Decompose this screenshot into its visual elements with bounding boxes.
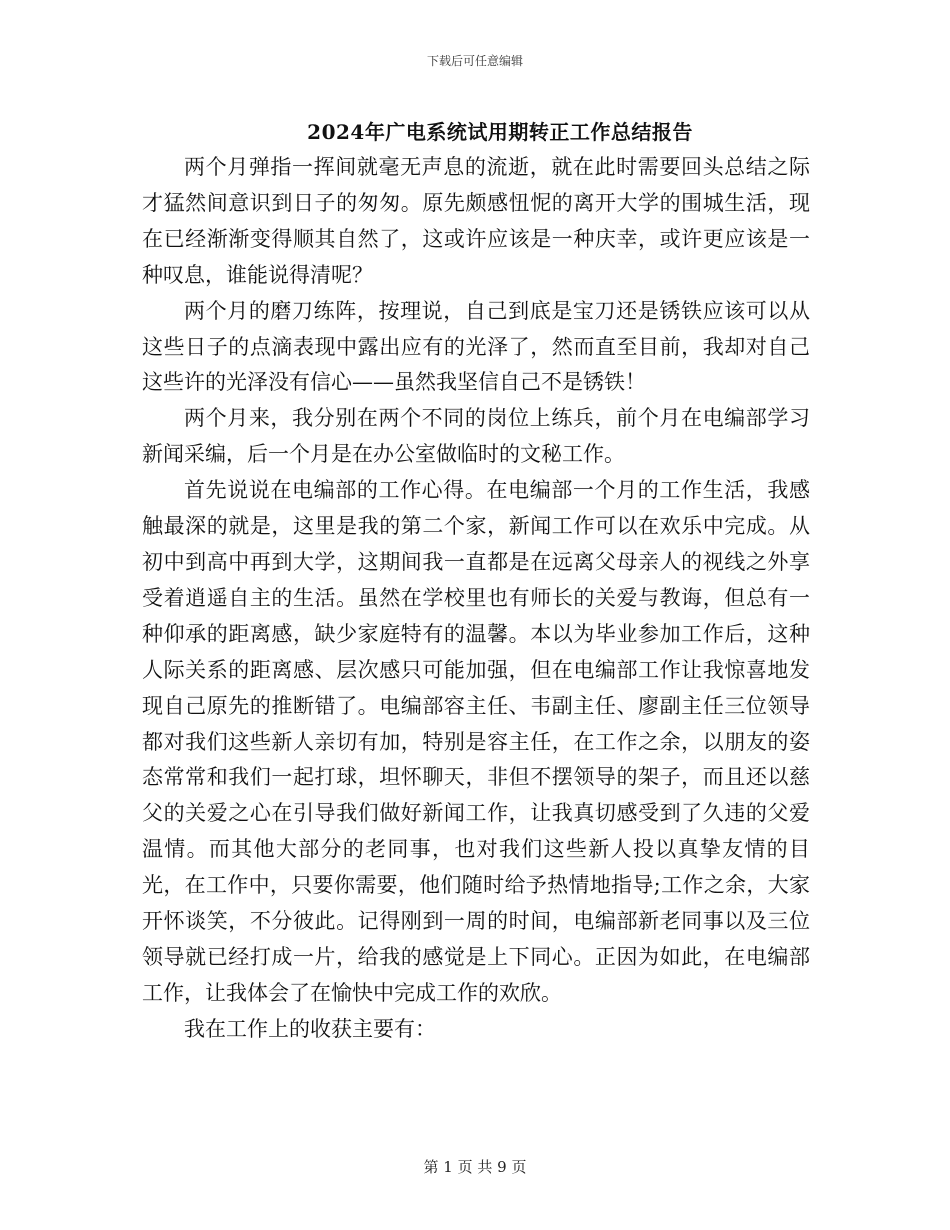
paragraph: 两个月弹指一挥间就毫无声息的流逝，就在此时需要回头总结之际才猛然间意识到日子的匆匆。原先颇感忸怩的离开大学的围城生活，现在已经渐渐变得顺其自然了，这或许应该是一种庆幸，或许更应该是一种叹息，谁能说得清呢？ bbox=[142, 155, 810, 287]
paragraph: 两个月的磨刀练阵，按理说，自己到底是宝刀还是锈铁应该可以从这些日子的点滴表现中露出应有的光泽了，然而直至目前，我却对自己这些许的光泽没有信心——虽然我坚信自己不是锈铁！ bbox=[142, 298, 810, 395]
page-header-note: 下载后可任意编辑 bbox=[426, 54, 523, 68]
paragraph: 两个月来，我分别在两个不同的岗位上练兵，前个月在电编部学习新闻采编，后一个月是在办公室做临时的文秘工作。 bbox=[142, 406, 810, 467]
document-body bbox=[142, 150, 810, 1048]
paragraph: 我在工作上的收获主要有： bbox=[184, 1016, 436, 1041]
paragraph: 首先说说在电编部的工作心得。在电编部一个月的工作生活，我感触最深的就是，这里是我的第二个家，新闻工作可以在欢乐中完成。从初中到高中再到大学，这期间我一直都是在远离父母亲人的视线之外享受着逍遥自主的生活。虽然在学校里也有师长的关爱与教诲，但总有一种仰承的距离感，缺少家庭特有的温馨。本以为毕业参加工作后，这种人际关系的距离感、层次感只可能加强，但在电编部工作让我惊喜地发现自己原先的推断错了。电编部容主任、韦副主任、廖副主任三位领导都对我们这些新人亲切有加，特别是容主任，在工作之余，以朋友的姿态常常和我们一起打球，坦怀聊天，非但不摆领导的架子，而且还以慈父的关爱之心在引导我们做好新闻工作，让我真切感受到了久违的父爱温情。而其他大部分的老同事，也对我们这些新人投以真挚友情的目光，在工作中，只要你需要，他们随时给予热情地指导;工作之余，大家开怀谈笑，不分彼此。记得刚到一周的时间，电编部新老同事以及三位领导就已经打成一片，给我的感觉是上下同心。正因为如此，在电编部工作，让我体会了在愉快中完成工作的欢欣。 bbox=[142, 478, 810, 1005]
page-number: 第 1 页 共 9 页 bbox=[423, 1158, 527, 1176]
document-title: 2024年广电系统试用期转正工作总结报告 bbox=[307, 120, 693, 144]
